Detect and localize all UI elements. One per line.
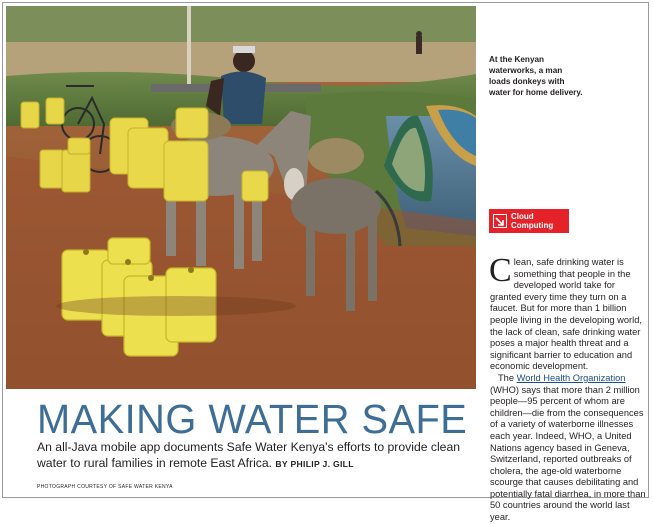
paragraph-1-text: lean, safe drinking water is something that people in the developed world take for granted every time they turn on a faucet. But for more than 1 billion people living in the developing world, the lack of clean, safe drinking water poses a major health threat and a significant barrier to education and economic development. (490, 257, 642, 372)
section-tag[interactable] (489, 209, 569, 233)
who-link[interactable]: World Health Organization (516, 372, 626, 383)
photo-credit: PHOTOGRAPH COURTESY OF SAFE WATER KENYA (37, 484, 173, 490)
section-tag-label: Cloud Computing (511, 212, 554, 230)
byline: BY PHILIP J. GILL (275, 458, 354, 469)
deck (37, 440, 467, 472)
drop-cap: C (489, 252, 512, 289)
paragraph-2-text: (WHO) says that more than 2 million people—95 percent of whom are children—die from the consequences of a variety of waterborne illnesses each year. Indeed, WHO, a United Nations agency based in Geneva, Switzerland, reported outbreaks of cholera, the age-old waterborne scourge that causes debilitating and potentially fatal diarrhea, in more than 50 countries around the world last year. (490, 384, 646, 523)
paragraph-2-lead: The (498, 372, 517, 383)
paragraph-2 (490, 373, 646, 524)
deck-text: An all-Java mobile app documents Safe Water Kenya's efforts to provide clean water to rural families in remote East Africa. (37, 440, 461, 470)
cover-photo (6, 6, 476, 389)
arrow-icon (489, 209, 511, 233)
photo-caption: At the Kenyan waterworks, a man loads donkeys with water for home delivery. (489, 55, 583, 97)
headline: MAKING WATER SAFE (37, 396, 468, 442)
magazine-page (2, 2, 649, 523)
article-body (489, 252, 646, 524)
paragraph-1 (489, 252, 646, 373)
